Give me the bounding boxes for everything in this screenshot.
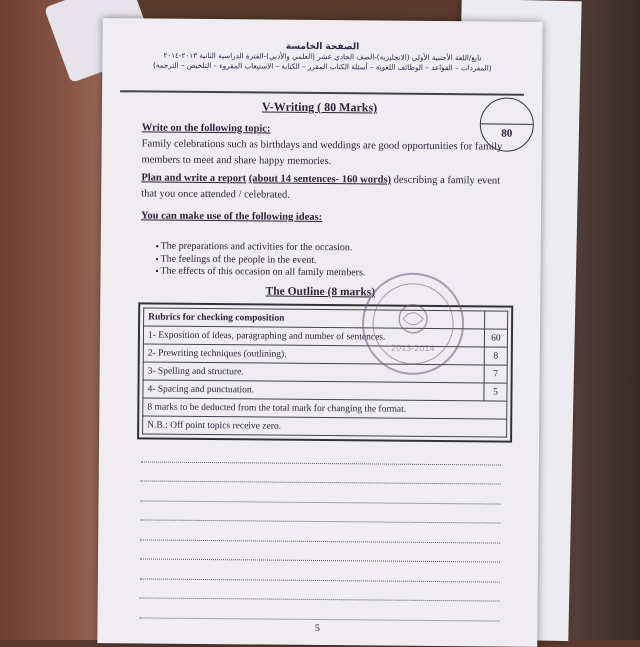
table-cell <box>485 311 508 329</box>
rubric-note: N.B.: Off point topics receive zero. <box>143 416 507 437</box>
rubric-marks: 8 <box>484 347 507 365</box>
header-divider <box>120 90 524 96</box>
rubric-marks: 60 <box>484 329 507 347</box>
outline-title: The Outline (8 marks) <box>265 285 376 299</box>
page-label: الصفحة الخامسة <box>285 41 360 53</box>
arabic-header <box>122 40 522 73</box>
rubric-label: 1- Exposition of ideas, paragraphing and number of sentences. <box>143 326 484 347</box>
header-line-2: (المفردات – القواعد – الوظائف اللغوية – أسئلة الكتاب المقرر – الكتابة – الاستيعاب المقروء – التلخيص – الترجمة) <box>153 60 492 73</box>
score-value: 80 <box>501 127 513 140</box>
topic-text: Family celebrations such as birthdays and weddings are good opportunities for family members to meet and share happy memories. <box>141 138 503 168</box>
page-number: 5 <box>314 622 320 635</box>
list-item: ▪ The feelings of the people in the event. <box>156 253 366 267</box>
stamp-year: 2013-2014 <box>391 343 435 354</box>
list-item: ▪ The effects of this occasion on all family members. <box>155 266 365 280</box>
rubric-label: 3- Spelling and structure. <box>143 362 484 383</box>
task-rest: describing a family event that you once attended / celebrated. <box>141 174 501 201</box>
rubric-header: Rubrics for checking composition <box>144 308 485 329</box>
task-lead: Plan and write a report <box>141 172 247 185</box>
exam-page <box>97 18 542 647</box>
header-line-1: تابع/اللغة الأجنبية الأولى (الانجليزية)-الصف الحادي عشر (العلمي والأدبي)-الفترة الدراسية الثانية ٢٠١٣-٢٠١٤ <box>163 50 482 63</box>
list-item: ▪ The preparations and activities for the occasion. <box>156 241 366 255</box>
table-row <box>143 416 507 437</box>
official-stamp <box>358 268 469 379</box>
rubric-label: 4- Spacing and punctuation. <box>143 380 484 401</box>
ideas-list <box>155 241 365 280</box>
rubric-note: 8 marks to be deducted from the total mark for changing the format. <box>143 398 507 419</box>
section-title: V-Writing ( 80 Marks) <box>261 99 378 115</box>
task-words: (about 14 sentences- 160 words) <box>248 173 392 186</box>
ideas-heading: You can make use of the following ideas: <box>140 210 323 224</box>
rubric-label: 2- Prewriting techniques (outlining). <box>143 344 484 365</box>
task-text <box>141 170 511 205</box>
rubric-marks: 7 <box>484 365 507 383</box>
instruction: Write on the following topic: <box>141 122 271 135</box>
answer-line[interactable] <box>140 598 500 621</box>
rubric-marks: 5 <box>484 383 507 401</box>
answer-lines <box>140 442 502 621</box>
